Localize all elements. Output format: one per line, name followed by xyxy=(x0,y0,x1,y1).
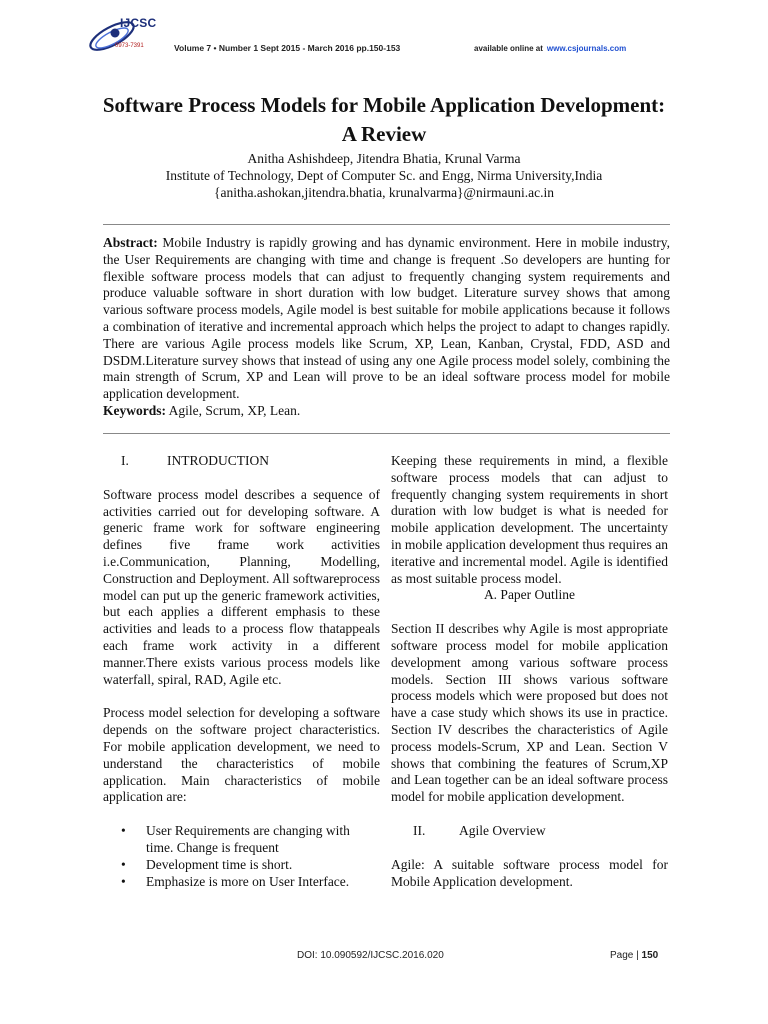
author-affiliation: Institute of Technology, Dept of Computer Sc. and Engg, Nirma University,India xyxy=(165,168,603,183)
logo-issn: 0973-7391 xyxy=(115,43,144,49)
agile-paragraph: Agile: A suitable software process model for Mobile Application development. xyxy=(391,856,668,889)
section-number: I. xyxy=(121,453,129,468)
doi-footer: DOI: 10.090592/IJCSC.2016.020 xyxy=(297,950,444,961)
volume-line: Volume 7 • Number 1 Sept 2015 - March 2016 pp.150-153 xyxy=(174,43,401,53)
journal-url-link[interactable]: www.csjournals.com xyxy=(546,44,627,53)
intro-paragraph-1: Software process model describes a sequence of activities carried out for developing software. A generic frame work for software engineering defines five frame work activities i.e.Communication, Planning, Modelling, Construction and Deployment. All softwareprocess model can put up the generic framework activities, but each applies a different emphasis to these activities and leads to a process flow thatappeals each frame work activity in a different manner.There exists various process models like waterfall, spiral, RAD, Agile etc. xyxy=(103,486,380,687)
keywords-label: Keywords: xyxy=(103,402,166,418)
section-number: II. xyxy=(413,822,426,838)
section-title: INTRODUCTION xyxy=(167,453,269,468)
author-block xyxy=(100,150,668,201)
page-label: Page | xyxy=(610,950,639,961)
availability-line xyxy=(474,44,626,53)
logo-name: IJCSC xyxy=(120,16,157,30)
outline-paragraph: Section II describes why Agile is most appropriate software process model for mobile application development among various software process models. Section III shows various software process models which were proposed but does not have a case study which shows its use in practice. Section IV describes the characteristics of Agile process models-Scrum, XP and Lean. Section V shows that combining the features of Scrum,XP and Lean together can be an ideal software process model for mobile application development. xyxy=(391,621,668,805)
keywords-text: Agile, Scrum, XP, Lean. xyxy=(168,402,301,418)
author-emails: {anitha.ashokan,jitendra.bhatia, krunalvarma}@nirmauni.ac.in xyxy=(214,185,554,200)
abstract xyxy=(103,235,670,420)
author-names: Anitha Ashishdeep, Jitendra Bhatia, Krunal Varma xyxy=(247,151,521,166)
section-heading-agile-overview xyxy=(391,823,668,840)
abstract-label: Abstract: xyxy=(103,235,158,250)
list-item: • Emphasize is more on User Interface. xyxy=(103,874,380,891)
section-heading-introduction xyxy=(103,453,380,470)
bottom-divider xyxy=(103,433,670,434)
list-item: • User Requirements are changing with time. Change is frequent xyxy=(103,823,380,857)
list-item: • Development time is short. xyxy=(103,857,380,874)
available-label: available online at xyxy=(474,44,543,53)
section-title: Agile Overview xyxy=(459,822,546,838)
journal-logo xyxy=(84,16,180,62)
abstract-text: Mobile Industry is rapidly growing and has dynamic environment. Here in mobile industry, the User Requirements are changing with time and change is frequent .So developers are hunting for flexible software process models that can adjust to frequently changing system requirements and produce valuable software in short duration with low budget. Literature survey shows that among various software process models, Agile model is best suitable for mobile applications because it follows a combination of iterative and incremental approach which helps the project to adapt to changes rapidly. There are various Agile process models like Scrum, XP, Lean, Kanban, Crystal, FDD, ASD and DSDM.Literature survey shows that instead of using any one Agile process model solely, combining the main strength of Scrum, XP and Lean will prove to be an ideal software process model for mobile application development. xyxy=(103,235,670,402)
paper-title: Software Process Models for Mobile Application Development: A Review xyxy=(102,93,666,146)
intro-paragraph-2: Process model selection for developing a software depends on the software project characteristics. For mobile application development, we need to understand the characteristics of mobile application. Main characteristics of mobile application are: xyxy=(103,705,380,805)
right-column xyxy=(391,453,668,890)
subsection-heading-paper-outline: A. Paper Outline xyxy=(483,587,576,603)
page-number: 150 xyxy=(641,950,659,961)
top-divider xyxy=(103,224,670,225)
requirements-paragraph: Keeping these requirements in mind, a flexible software process models that can adjust to frequently changing system requirements in short duration with low budget is what is needed for mobile application development. The uncertainty in mobile application development thus requires an iterative and incremental model. Agile is identified as most suitable process model. xyxy=(391,453,668,586)
characteristics-list xyxy=(103,823,380,890)
page-number-footer xyxy=(610,950,658,961)
left-column xyxy=(103,453,380,890)
